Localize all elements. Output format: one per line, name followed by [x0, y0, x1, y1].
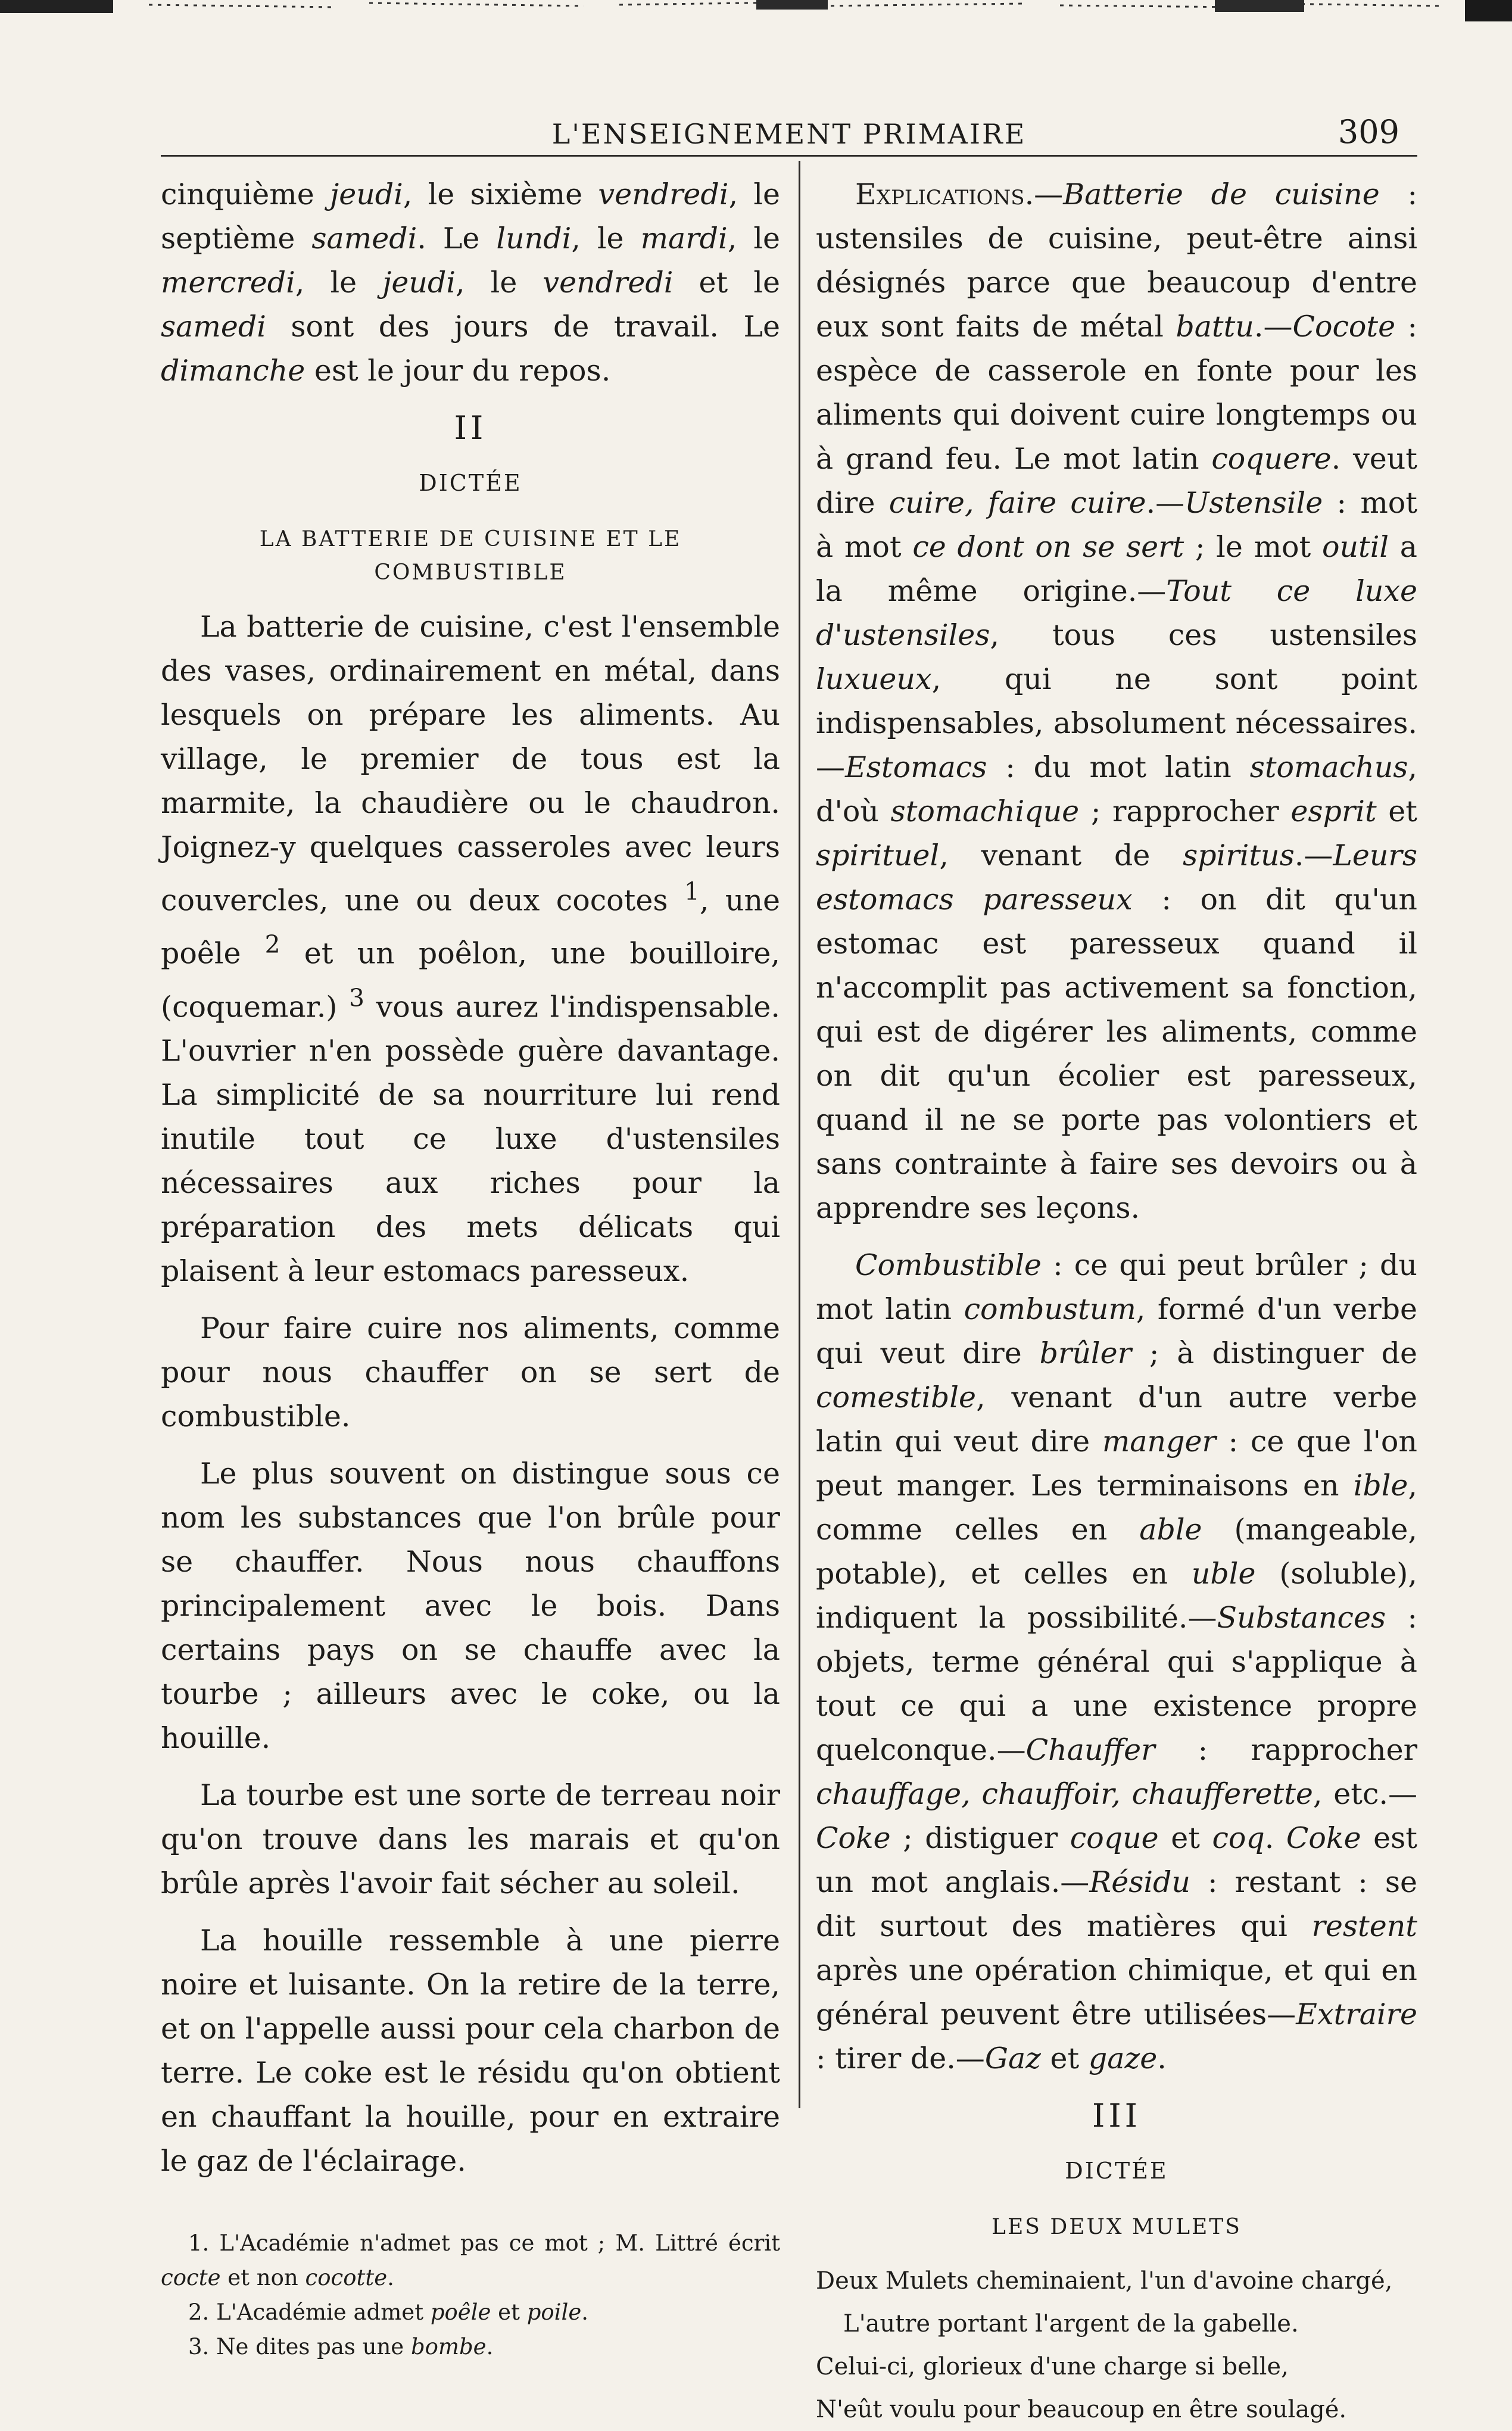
- verse-line: N'eût voulu pour beaucoup en être soulagé.: [816, 2396, 1347, 2423]
- section-heading: DICTÉE: [419, 470, 522, 496]
- explanations-paragraph: Explications.—Batterie de cuisine : ustensiles de cuisine, peut-être ainsi désignés parce que beaucoup d'entre eux sont faits de métal battu.—Cocote : espèce de casserole en fonte pour les aliments qui doivent cuire longtemps ou à grand feu. Le mot latin coquere. veut dire cuire, faire cuire.—Ustensile : mot à mot ce dont on se sert ; le mot outil a la même origine.—Tout ce luxe d'ustensiles, tous ces ustensiles luxueux, qui ne sont point indispensables, absolument nécessaires.—Estomacs : du mot latin stomachus, d'où stomachique ; rapprocher esprit et spirituel, venant de spiritus.—Leurs estomacs paresseux : on dit qu'un estomac est paresseux quand il n'accomplit pas activement sa fonction, qui est de digérer les aliments, comme on dit qu'un écolier est paresseux, quand il ne se porte pas volontiers et sans contrainte à faire ses devoirs ou à apprendre ses leçons.: [816, 177, 1417, 1225]
- section-heading: DICTÉE: [1065, 2158, 1168, 2184]
- column-divider: [799, 161, 800, 2108]
- footnote: 1. L'Académie n'admet pas ce mot ; M. Littré écrit cocte et non cocotte.: [161, 2230, 780, 2290]
- footnote: 3. Ne dites pas une bombe.: [188, 2333, 494, 2360]
- verse-excerpt: [816, 2259, 1417, 2431]
- footnote: 2. L'Académie admet poêle et poile.: [188, 2299, 589, 2325]
- verse-line: L'autre portant l'argent de la gabelle.: [843, 2310, 1299, 2338]
- dictation-paragraph: Pour faire cuire nos aliments, comme pour nous chauffer on se sert de combustible.: [161, 1311, 780, 1433]
- dictation-title: LA BATTERIE DE CUISINE ET LE COMBUSTIBLE: [259, 527, 682, 585]
- paragraph-continuation: cinquième jeudi, le sixième vendredi, le septième samedi. Le lundi, le mardi, le mercredi, le jeudi, le vendredi et le samedi sont des jours de travail. Le dimanche est le jour du repos.: [161, 177, 780, 388]
- dictation-paragraph: La tourbe est une sorte de terreau noir qu'on trouve dans les marais et qu'on brûle après l'avoir fait sécher au soleil.: [161, 1778, 780, 1900]
- dictation-paragraph: La houille ressemble à une pierre noire et luisante. On la retire de la terre, et on l'appelle aussi pour cela charbon de terre. Le coke est le résidu qu'on obtient en chauffant la houille, pour en extraire le gaz de l'éclairage.: [161, 1923, 780, 2178]
- dictation-paragraph: La batterie de cuisine, c'est l'ensemble des vases, ordinairement en métal, dans lesquels on prépare les aliments. Au village, le premier de tous est la marmite, la chaudière ou le chaudron. Joignez-y quelques casseroles avec leurs couvercles, une ou deux cocotes $^1$, une poêle $^2$ et un poêlon, une bouilloire, (coquemar.) $^3$ vous aurez l'indispensable. L'ouvrier n'en possède guère davantage. La simplicité de sa nourriture lui rend inutile tout ce luxe d'ustensiles nécessaires aux riches pour la préparation des mets délicats qui plaisent à leur estomacs paresseux.: [161, 610, 781, 1288]
- verse-line: Celui-ci, glorieux d'une charge si belle,: [816, 2353, 1289, 2380]
- dictation-paragraph: Le plus souvent on distingue sous ce nom les substances que l'on brûle pour se chauffer. Nous nous chauffons principalement avec le bois. Dans certains pays on se chauffe avec la tourbe ; ailleurs avec le coke, ou la houille.: [161, 1456, 780, 1755]
- running-header: [161, 113, 1417, 157]
- journal-title: L'ENSEIGNEMENT PRIMAIRE: [551, 118, 1027, 150]
- section-number: III: [1092, 2097, 1141, 2134]
- footnotes: [161, 2226, 780, 2364]
- section-number: II: [454, 409, 487, 447]
- scan-edge-noise: [0, 0, 1512, 36]
- verse-line: Deux Mulets cheminaient, l'un d'avoine chargé,: [816, 2267, 1393, 2295]
- explanations-paragraph: Combustible : ce qui peut brûler ; du mot latin combustum, formé d'un verbe qui veut dire brûler ; à distinguer de comestible, venant d'un autre verbe latin qui veut dire manger : ce que l'on peut manger. Les terminaisons en ible, comme celles en able (mangeable, potable), et celles en uble (soluble), indiquent la possibilité.—Substances : objets, terme général qui s'applique à tout ce qui a une existence propre quelconque.—Chauffer : rapprocher chauffage, chauffoir, chaufferette, etc.—Coke ; distiguer coque et coq. Coke est un mot anglais.—Résidu : restant : se dit surtout des matières qui restent après une opération chimique, et qui en général peuvent être utilisées—Extraire : tirer de.—Gaz et gaze.: [816, 1248, 1418, 2075]
- left-column: [161, 173, 780, 2364]
- right-column: [816, 173, 1417, 2431]
- dictation-title: LES DEUX MULETS: [992, 2215, 1242, 2239]
- page-number: 309: [1338, 113, 1399, 151]
